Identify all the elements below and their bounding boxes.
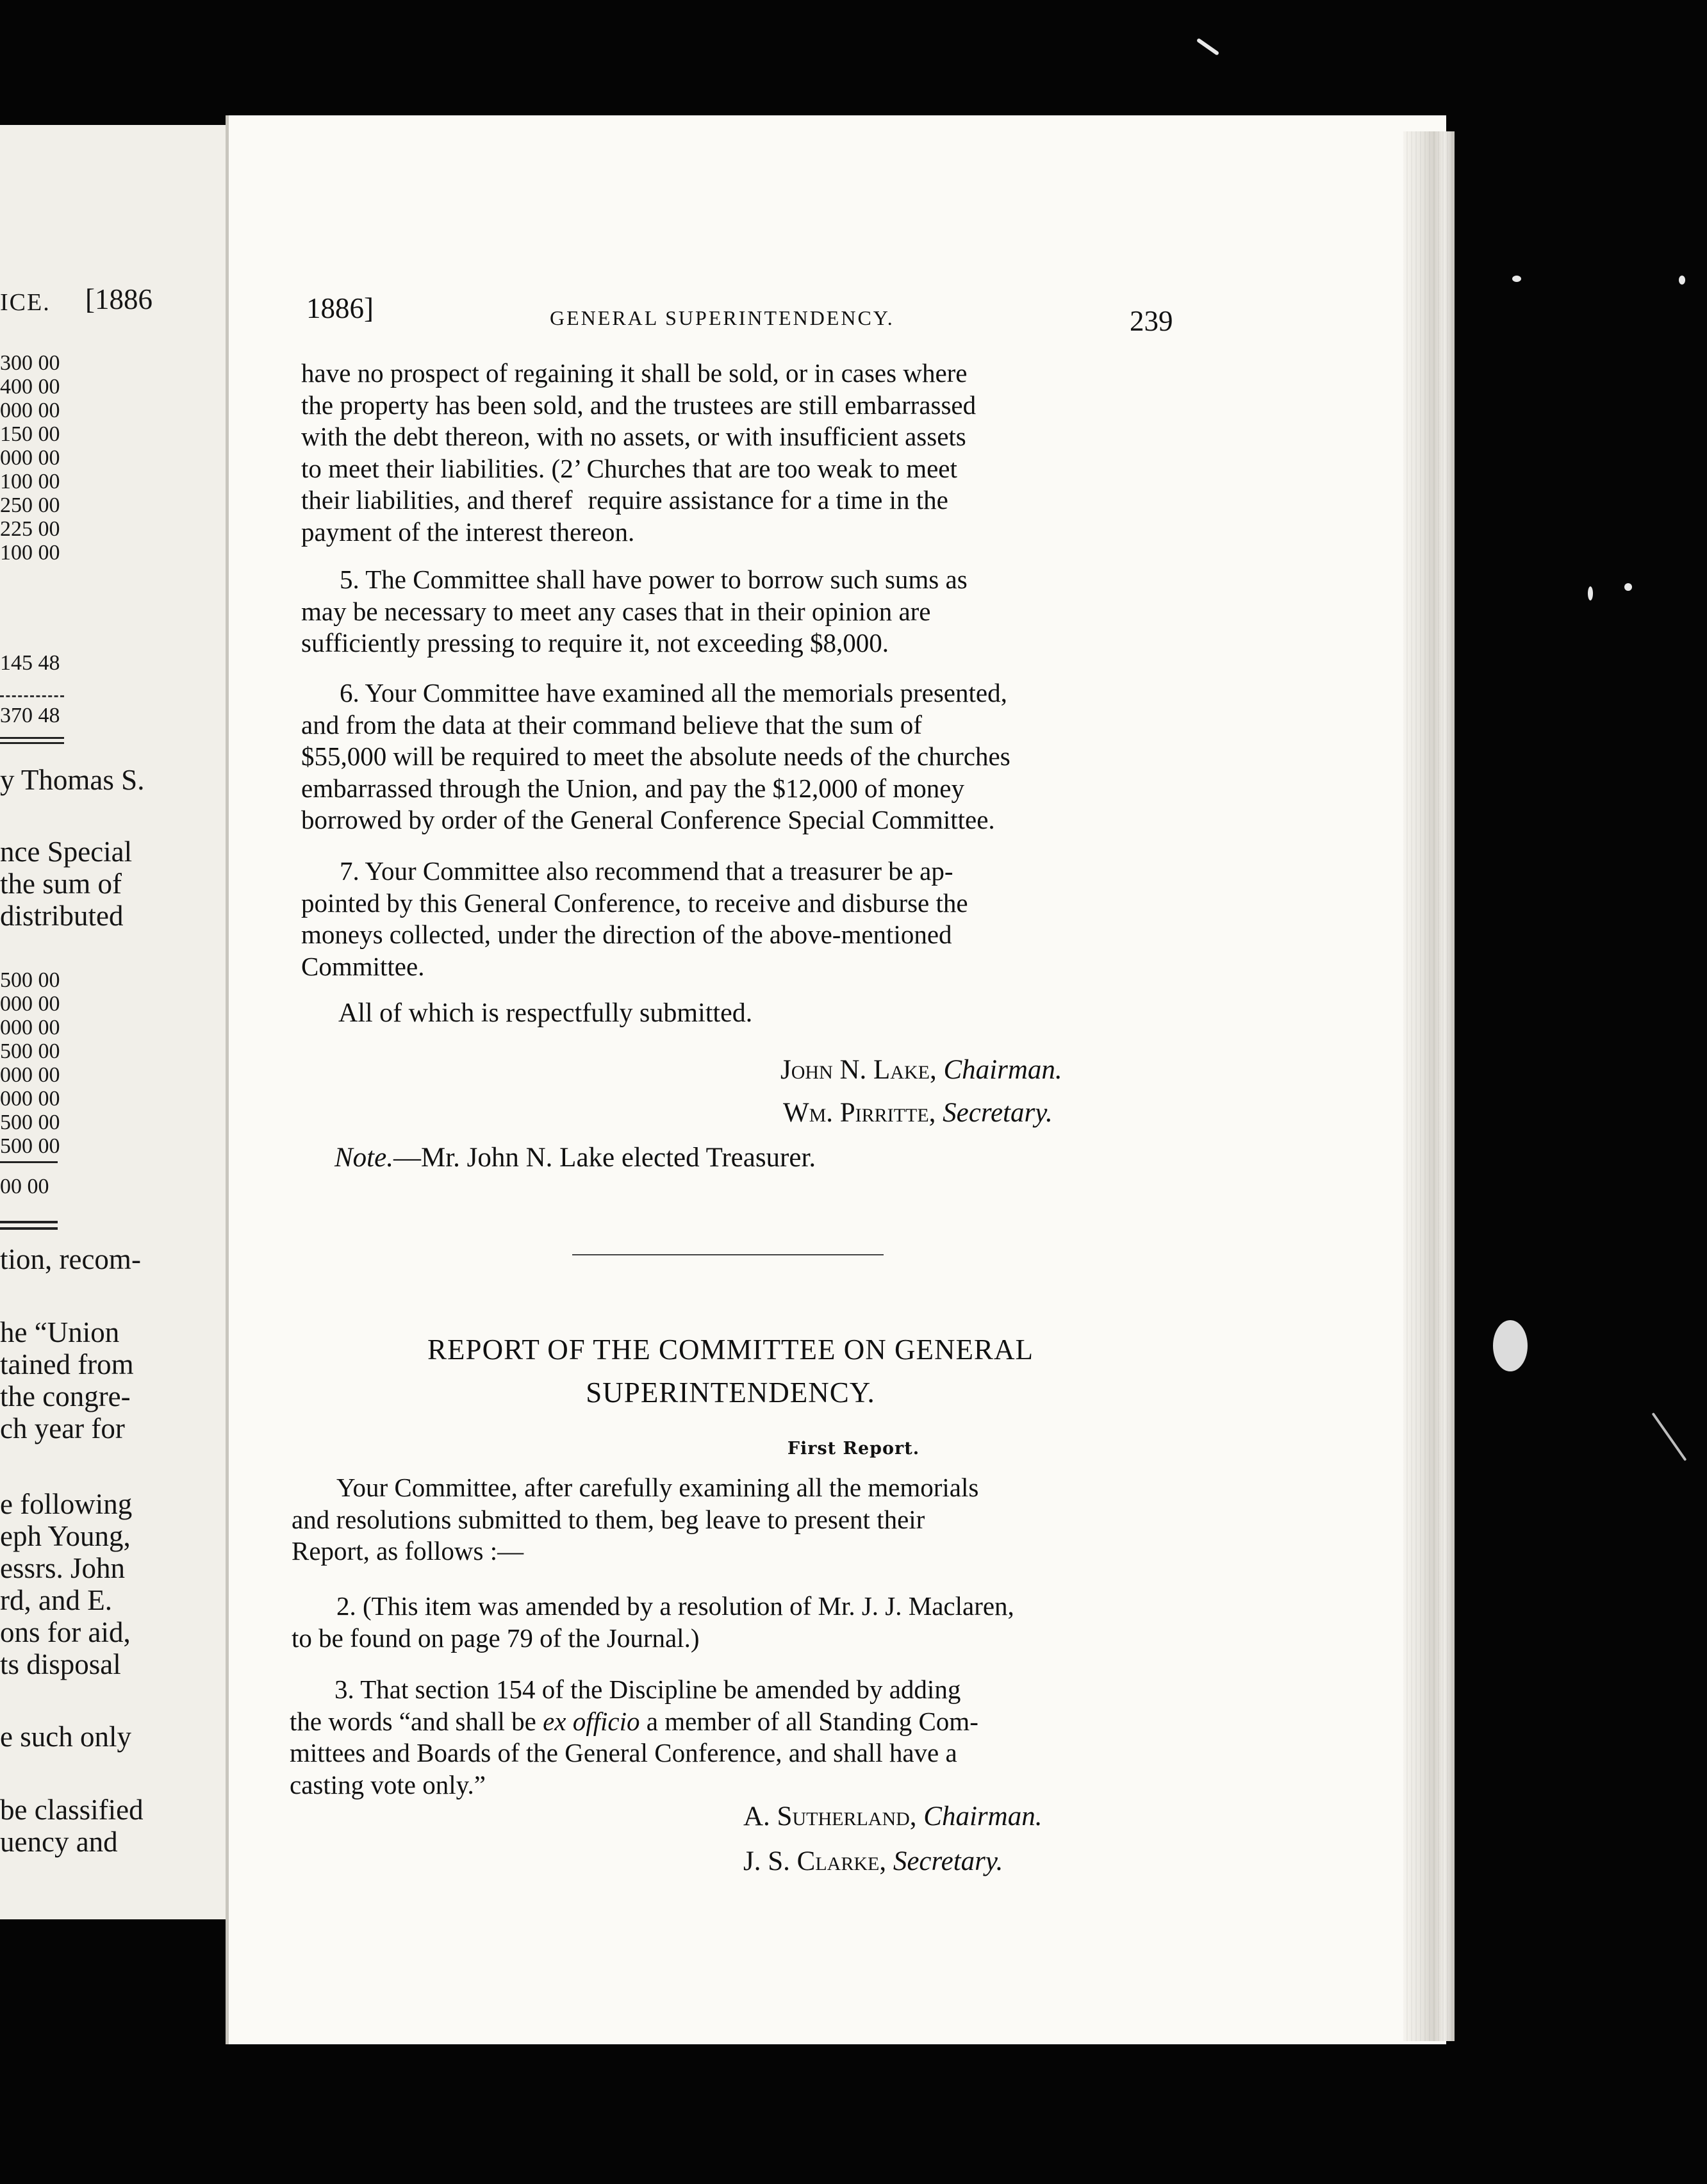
dust-speck bbox=[1588, 586, 1593, 600]
report-intro bbox=[292, 1472, 1163, 1568]
text-line: embarrassed through the Union, and pay the $12,000 of money bbox=[301, 773, 965, 803]
paragraph-continued bbox=[301, 358, 1174, 548]
amount: 000 00 bbox=[0, 1087, 60, 1111]
left-text: eph Young, bbox=[0, 1520, 131, 1552]
left-rule bbox=[0, 1221, 58, 1223]
left-text: uency and bbox=[0, 1826, 118, 1858]
text-line: Report, as follows :— bbox=[292, 1536, 524, 1566]
text-line: sufficiently pressing to require it, not exceeding $8,000. bbox=[301, 628, 889, 658]
left-text: nce Special bbox=[0, 836, 133, 868]
text-line: may be necessary to meet any cases that in their opinion are bbox=[301, 596, 931, 626]
text-line: Your Committee, after carefully examining all the memorials bbox=[336, 1473, 979, 1502]
text-line: with the debt thereon, with no assets, or with insufficient assets bbox=[301, 422, 966, 451]
text-line: casting vote only.” bbox=[290, 1769, 486, 1799]
paragraph-7 bbox=[301, 856, 1174, 982]
dust-speck bbox=[1624, 583, 1632, 591]
closing-line: All of which is respectfully submitted. bbox=[338, 998, 753, 1028]
left-text: the sum of bbox=[0, 868, 122, 900]
note-label: Note. bbox=[334, 1143, 393, 1173]
report-title-continued: SUPERINTENDENCY. bbox=[586, 1377, 875, 1409]
text-line: the property has been sold, and the trustees are still embarrassed bbox=[301, 390, 977, 420]
amount: 500 00 bbox=[0, 968, 60, 992]
left-text: rd, and E. bbox=[0, 1584, 112, 1616]
left-text: e such only bbox=[0, 1721, 131, 1753]
page-number: 239 bbox=[1130, 305, 1173, 337]
dust-speck bbox=[1512, 276, 1521, 282]
amount: 400 00 bbox=[0, 375, 60, 399]
dust-speck bbox=[1493, 1320, 1528, 1371]
amount: 100 00 bbox=[0, 541, 60, 565]
signatory-name: John N. Lake, bbox=[780, 1055, 937, 1085]
amount: 000 00 bbox=[0, 1063, 60, 1087]
text-line: 5. The Committee shall have power to borrow such sums as bbox=[340, 565, 968, 594]
left-text: he “Union bbox=[0, 1316, 120, 1348]
text-line bbox=[290, 1706, 1162, 1738]
left-text: y Thomas S. bbox=[0, 764, 145, 796]
left-header-year: [1886 bbox=[85, 283, 153, 315]
signatory-name: J. S. Clarke, bbox=[743, 1846, 887, 1876]
left-text: ts disposal bbox=[0, 1648, 121, 1680]
amount: 500 00 bbox=[0, 1111, 60, 1134]
text-line: 3. That section 154 of the Discipline be amended by adding bbox=[334, 1675, 961, 1704]
left-header-fragment: ICE. bbox=[0, 289, 51, 316]
text-line: and from the data at their command believe that the sum of bbox=[301, 709, 922, 740]
paragraph-6 bbox=[301, 677, 1174, 836]
text-line: to meet their liabilities. (2’ Churches that are too weak to meet bbox=[301, 453, 957, 483]
header-year: 1886] bbox=[306, 292, 374, 324]
signatory-name: A. Sutherland, bbox=[743, 1801, 917, 1832]
amount: 500 00 bbox=[0, 1134, 60, 1158]
text-line: Committee. bbox=[301, 951, 425, 981]
amount: 225 00 bbox=[0, 517, 60, 541]
signatory-role: Chairman. bbox=[943, 1055, 1062, 1085]
left-text: be classified bbox=[0, 1794, 144, 1826]
emphasis-text: ex officio bbox=[543, 1706, 640, 1736]
text-line: and resolutions submitted to them, beg leave to present their bbox=[292, 1504, 925, 1534]
running-title: GENERAL SUPERINTENDENCY. bbox=[550, 306, 895, 329]
left-text: ch year for bbox=[0, 1412, 125, 1444]
left-text: distributed bbox=[0, 900, 124, 932]
amount: 000 00 bbox=[0, 446, 60, 470]
left-rule bbox=[0, 742, 64, 744]
text-line: 2. (This item was amended by a resolution of Mr. J. J. Maclaren, bbox=[336, 1591, 1014, 1621]
dust-speck bbox=[1196, 38, 1219, 56]
left-total: 370 48 bbox=[0, 704, 60, 727]
left-rule bbox=[0, 737, 64, 739]
amount: 100 00 bbox=[0, 470, 60, 493]
text-line: borrowed by order of the General Conference Special Committee. bbox=[301, 805, 995, 834]
left-text: tained from bbox=[0, 1348, 134, 1380]
left-text: e following bbox=[0, 1488, 133, 1520]
amount: 250 00 bbox=[0, 493, 60, 517]
amount: 300 00 bbox=[0, 351, 60, 375]
text-fragment: a member of all Standing Com- bbox=[639, 1706, 978, 1736]
report-subtitle: First Report. bbox=[787, 1439, 920, 1459]
report-item-3 bbox=[290, 1674, 1162, 1801]
amount: 000 00 bbox=[0, 1016, 60, 1039]
secretary-signature bbox=[743, 1846, 1003, 1877]
note-text: —Mr. John N. Lake elected Treasurer. bbox=[393, 1143, 816, 1173]
amount: 150 00 bbox=[0, 422, 60, 446]
dust-speck bbox=[1679, 276, 1685, 285]
amount: 000 00 bbox=[0, 399, 60, 422]
chairman-signature bbox=[743, 1801, 1042, 1832]
left-text: the congre- bbox=[0, 1380, 131, 1412]
text-line: 7. Your Committee also recommend that a treasurer be ap- bbox=[340, 856, 953, 886]
signatory-name: Wm. Pirritte, bbox=[783, 1098, 936, 1128]
text-line: $55,000 will be required to meet the absolute needs of the churches bbox=[301, 741, 1010, 771]
secretary-signature bbox=[783, 1097, 1053, 1129]
text-line: have no prospect of regaining it shall be sold, or in cases where bbox=[301, 358, 968, 388]
left-subtotal: 145 48 bbox=[0, 651, 60, 675]
text-line: payment of the interest thereon. bbox=[301, 517, 635, 547]
text-line: to be found on page 79 of the Journal.) bbox=[292, 1623, 700, 1653]
report-item-2 bbox=[292, 1591, 1163, 1654]
left-rule bbox=[0, 1161, 58, 1163]
chairman-signature bbox=[780, 1054, 1062, 1086]
signatory-role: Secretary. bbox=[943, 1098, 1053, 1128]
left-text: ons for aid, bbox=[0, 1616, 131, 1648]
left-text: tion, recom- bbox=[0, 1243, 141, 1275]
amount: 500 00 bbox=[0, 1039, 60, 1063]
text-line: their liabilities, and theref require assistance for a time in the bbox=[301, 485, 948, 515]
left-text: essrs. John bbox=[0, 1552, 126, 1584]
signatory-role: Secretary. bbox=[893, 1846, 1003, 1876]
section-divider bbox=[572, 1254, 884, 1255]
report-title: REPORT OF THE COMMITTEE ON GENERAL bbox=[427, 1334, 1034, 1366]
signatory-role: Chairman. bbox=[923, 1801, 1043, 1832]
left-rule bbox=[0, 1227, 58, 1230]
left-total-bottom: 00 00 bbox=[0, 1175, 49, 1198]
text-line: mittees and Boards of the General Conference, and shall have a bbox=[290, 1738, 957, 1767]
text-line: moneys collected, under the direction of the above-mentioned bbox=[301, 920, 952, 949]
amount: 000 00 bbox=[0, 992, 60, 1016]
paragraph-5 bbox=[301, 564, 1174, 659]
left-rule bbox=[0, 695, 64, 697]
note bbox=[334, 1142, 816, 1173]
text-line: 6. Your Committee have examined all the memorials presented, bbox=[340, 678, 1007, 707]
text-fragment: the words “and shall be bbox=[290, 1706, 543, 1736]
page-edge bbox=[1403, 131, 1455, 2041]
text-line: pointed by this General Conference, to receive and disburse the bbox=[301, 888, 968, 918]
previous-page-fragment bbox=[0, 125, 229, 1919]
